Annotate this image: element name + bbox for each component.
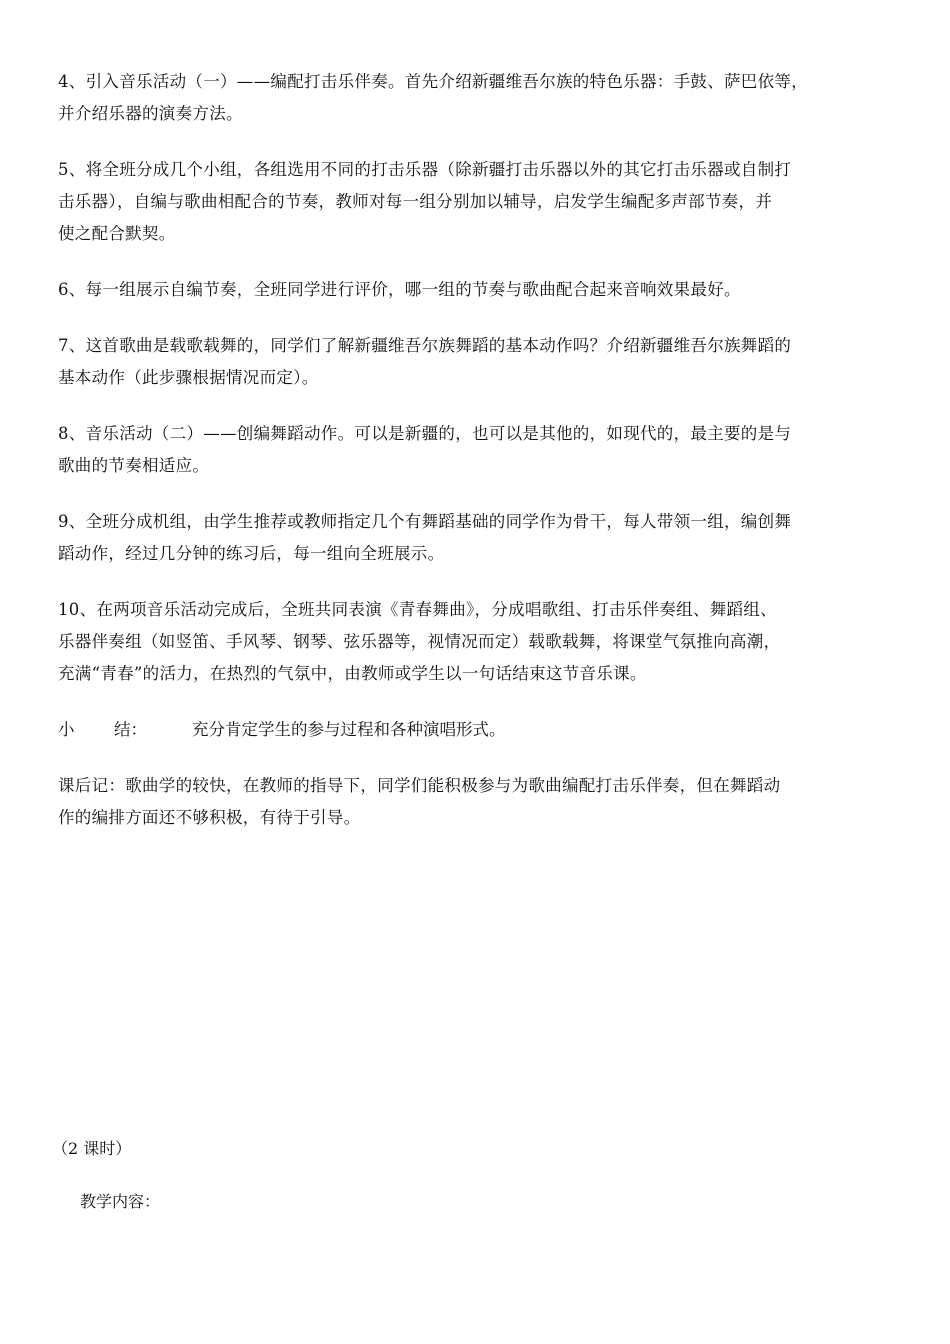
summary-line <box>58 714 506 746</box>
paragraph-step-6 <box>58 274 908 306</box>
paragraph-step-9 <box>58 506 908 570</box>
text-line: 乐器伴奏组（如竖笛、手风琴、钢琴、弦乐器等，视情况而定）载歌载舞，将课堂气氛推向高潮， <box>58 632 781 651</box>
text-line: 歌曲的节奏相适应。 <box>58 456 210 475</box>
text-line: 蹈动作，经过几分钟的练习后，每一组向全班展示。 <box>58 544 445 563</box>
summary-label-char2: 结： <box>114 720 147 739</box>
text-line: 课后记：歌曲学的较快，在教师的指导下，同学们能积极参与为歌曲编配打击乐伴奏，但在舞蹈动 <box>58 776 781 795</box>
lesson-hours: （2 课时） <box>52 1139 132 1158</box>
teaching-content-label: 教学内容： <box>80 1192 161 1211</box>
text-line: 8、音乐活动（二）——创编舞蹈动作。可以是新疆的，也可以是其他的，如现代的，最主要的是与 <box>58 424 792 443</box>
text-line: 使之配合默契。 <box>58 224 176 243</box>
text-line: 4、引入音乐活动（一）——编配打击乐伴奏。首先介绍新疆维吾尔族的特色乐器：手鼓、萨巴依等， <box>58 72 808 91</box>
text-line: 10、在两项音乐活动完成后，全班共同表演《青春舞曲》，分成唱歌组、打击乐伴奏组、舞蹈组、 <box>58 600 777 619</box>
text-line: 充满“青春”的活力，在热烈的气氛中，由教师或学生以一句话结束这节音乐课。 <box>58 664 647 683</box>
paragraph-step-7 <box>58 330 908 394</box>
paragraph-step-10 <box>58 594 908 690</box>
text-line: 击乐器），自编与歌曲相配合的节奏，教师对每一组分别加以辅导，启发学生编配多声部节奏，并 <box>58 192 773 211</box>
paragraph-step-8 <box>58 418 908 482</box>
text-line: 并介绍乐器的演奏方法。 <box>58 104 243 123</box>
text-line: 9、全班分成机组，由学生推荐或教师指定几个有舞蹈基础的同学作为骨干，每人带领一组，编创舞 <box>58 512 792 531</box>
paragraph-step-5 <box>58 154 908 250</box>
summary-label-char1: 小 <box>58 720 75 739</box>
text-line: 7、这首歌曲是载歌载舞的，同学们了解新疆维吾尔族舞蹈的基本动作吗？介绍新疆维吾尔族舞蹈的 <box>58 336 792 355</box>
text-line: 6、每一组展示自编节奏，全班同学进行评价，哪一组的节奏与歌曲配合起来音响效果最好。 <box>58 280 741 299</box>
paragraph-step-4 <box>58 66 908 130</box>
text-line: 5、将全班分成几个小组，各组选用不同的打击乐器（除新疆打击乐器以外的其它打击乐器或自制打 <box>58 160 792 179</box>
summary-text: 充分肯定学生的参与过程和各种演唱形式。 <box>192 720 506 739</box>
afterword-paragraph <box>58 770 908 834</box>
text-line: 基本动作（此步骤根据情况而定）。 <box>58 368 319 387</box>
text-line: 作的编排方面还不够积极，有待于引导。 <box>58 808 361 827</box>
